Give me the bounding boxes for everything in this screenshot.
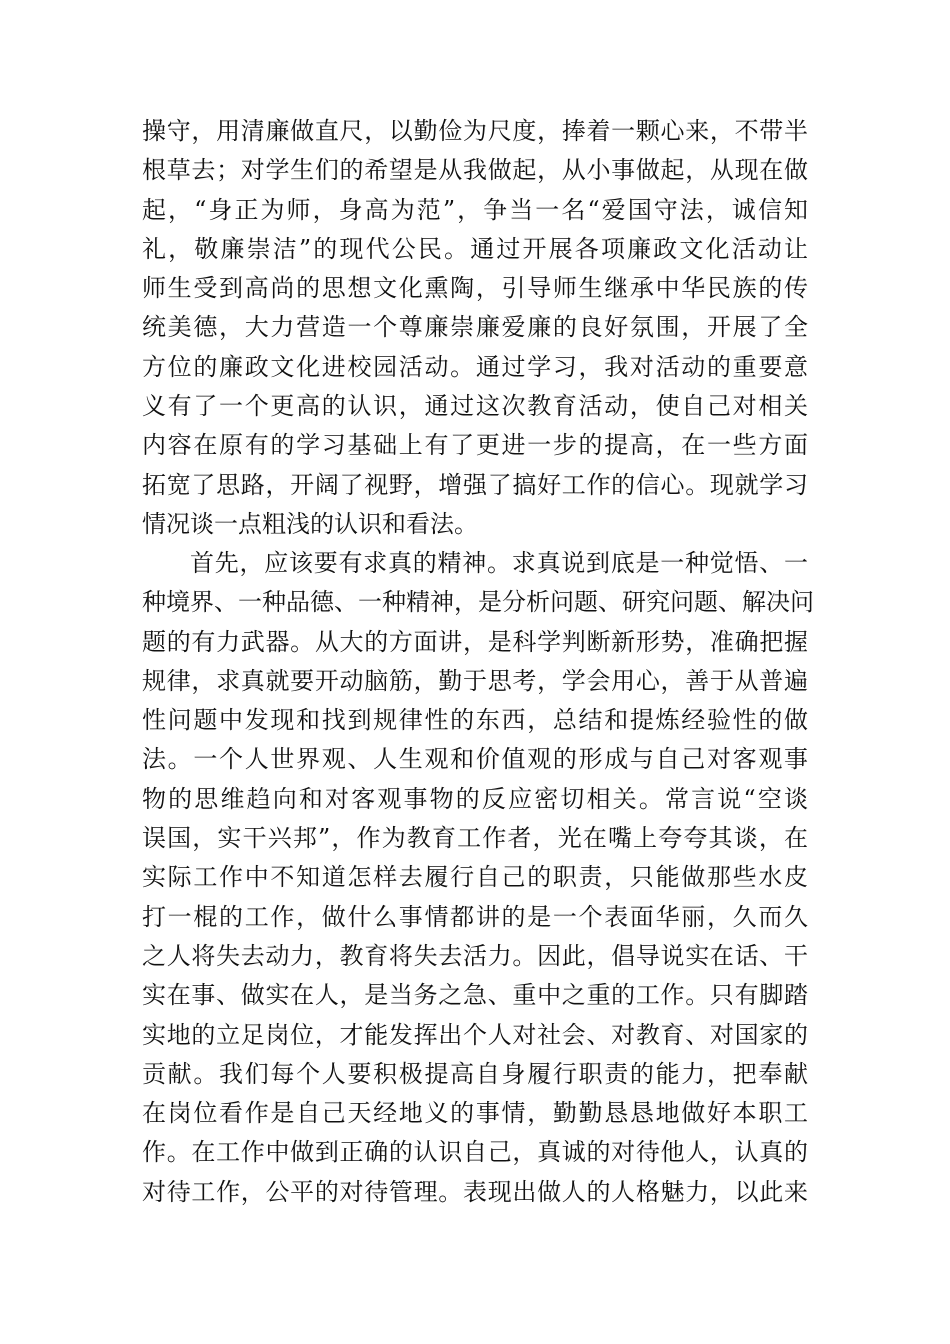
text-line: 对待工作，公平的对待管理。表现出做人的人格魅力，以此来 bbox=[142, 1177, 808, 1206]
text-line: 作。在工作中做到正确的认识自己，真诚的对待他人，认真的 bbox=[142, 1138, 808, 1167]
text-line: 规律，求真就要开动脑筋，勤于思考，学会用心，善于从普遍 bbox=[142, 666, 808, 695]
paragraph-2 bbox=[142, 544, 814, 1212]
text-line: 在岗位看作是自己天经地义的事情，勤勤恳恳地做好本职工 bbox=[142, 1099, 808, 1128]
text-line: 礼，敬廉崇洁”的现代公民。通过开展各项廉政文化活动让 bbox=[142, 234, 808, 263]
text-line: 贡献。我们每个人要积极提高自身履行职责的能力，把奉献 bbox=[142, 1059, 808, 1088]
text-line: 打一棍的工作，做什么事情都讲的是一个表面华丽，久而久 bbox=[142, 902, 808, 931]
text-line: 统美德，大力营造一个尊廉崇廉爱廉的良好氛围，开展了全 bbox=[142, 313, 808, 342]
text-line: 师生受到高尚的思想文化熏陶，引导师生继承中华民族的传 bbox=[142, 274, 808, 303]
text-line: 实际工作中不知道怎样去履行自己的职责，只能做那些水皮 bbox=[142, 863, 808, 892]
text-line: 性问题中发现和找到规律性的东西，总结和提炼经验性的做 bbox=[142, 706, 808, 735]
text-line: 方位的廉政文化进校园活动。通过学习，我对活动的重要意 bbox=[142, 352, 808, 381]
text-line: 实地的立足岗位，才能发挥出个人对社会、对教育、对国家的 bbox=[142, 1020, 808, 1049]
text-line: 误国，实干兴邦”，作为教育工作者，光在嘴上夸夸其谈，在 bbox=[142, 824, 808, 853]
text-line: 物的思维趋向和对客观事物的反应密切相关。常言说“空谈 bbox=[142, 784, 808, 813]
text-line: 法。一个人世界观、人生观和价值观的形成与自己对客观事 bbox=[142, 745, 808, 774]
text-line: 义有了一个更高的认识，通过这次教育活动，使自己对相关 bbox=[142, 392, 808, 421]
text-line: 根草去；对学生们的希望是从我做起，从小事做起，从现在做 bbox=[142, 156, 808, 185]
text-line: 实在事、做实在人，是当务之急、重中之重的工作。只有脚踏 bbox=[142, 981, 808, 1010]
text-line: 题的有力武器。从大的方面讲，是科学判断新形势，准确把握 bbox=[142, 627, 808, 656]
text-line: 拓宽了思路，开阔了视野，增强了搞好工作的信心。现就学习 bbox=[142, 470, 808, 499]
text-line: 首先，应该要有求真的精神。求真说到底是一种觉悟、一 bbox=[190, 549, 808, 577]
text-line: 内容在原有的学习基础上有了更进一步的提高，在一些方面 bbox=[142, 431, 808, 460]
text-line: 种境界、一种品德、一种精神，是分析问题、研究问题、解决问 bbox=[142, 588, 814, 617]
text-line: 操守，用清廉做直尺，以勤俭为尺度，捧着一颗心来，不带半 bbox=[142, 117, 808, 145]
paragraph-1 bbox=[142, 112, 808, 544]
text-line: 起，“身正为师，身高为范”，争当一名“爱国守法，诚信知 bbox=[142, 195, 808, 224]
text-line: 情况谈一点粗浅的认识和看法。 bbox=[142, 509, 478, 538]
text-line: 之人将失去动力，教育将失去活力。因此，倡导说实在话、干 bbox=[142, 941, 808, 970]
